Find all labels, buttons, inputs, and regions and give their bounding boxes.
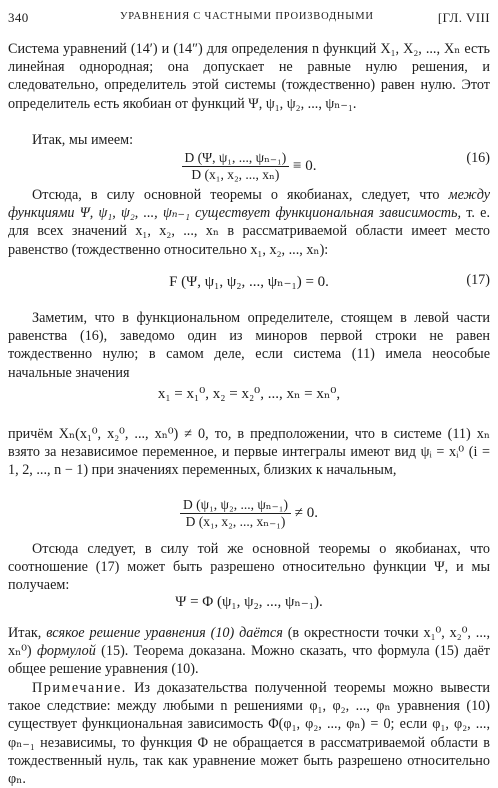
note-text: Из доказательства полученной теоремы можно вывести такое следствие: между любыми n решениями φ₁, φ₂, ..., φₙ уравнения (10) существует функциональная зависимость Φ(φ₁, φ₂, ..., φₙ) = 0; если φ₁, φ₂, ..., φₙ₋₁ независимы, то функция Φ не обращается в рассматриваемой области в тождественный нуль, так как уравнение может быть разрешено относительно φₙ. — [8, 680, 490, 788]
equation-jacobian-nonzero — [8, 487, 490, 527]
paragraph-remark-minors: Заметим, что в функциональном определителе, стоящем в левой части равенства (16), заведомо один из миноров первой строки не равен тождественно нулю; в самом деле, если система (11) имела неособые начальные значения — [8, 310, 490, 381]
chapter-label: [ГЛ. VIII — [437, 10, 490, 25]
paragraph-conclusion — [8, 624, 490, 679]
equation-17-number: (17) — [466, 272, 490, 288]
conclusion-emphasis-formula: формулой — [36, 643, 96, 660]
paragraph-dependence — [8, 186, 490, 259]
jacobian-nonzero-numerator: D (ψ₁, ψ₂, ..., ψₙ₋₁) — [180, 497, 291, 514]
note-label: Примечание. — [32, 680, 127, 696]
equation-17 — [8, 262, 490, 302]
paragraph-integrals: причём Xₙ(x₁⁰, x₂⁰, ..., xₙ⁰) ≠ 0, то, в предположении, что в системе (11) xₙ взято за независимое переменное, и первые интегралы имеют вид ψᵢ = xᵢ⁰ (i = 1, 2, ..., n − 1) при значениях переменных, близких к начальным, — [8, 426, 490, 479]
jacobian-nonzero-fraction — [180, 497, 291, 530]
conclusion-text-b: (в окрестности точки x₁⁰, x₂⁰, ..., xₙ⁰) — [8, 625, 490, 660]
jacobian-nonzero-rhs: ≠ 0. — [290, 504, 318, 521]
page-header — [8, 10, 490, 28]
conclusion-text-a: Итак, — [8, 625, 47, 641]
equation-initial-values — [8, 374, 490, 414]
paragraph-note — [8, 679, 490, 788]
book-page — [8, 0, 490, 788]
dependence-text-a: Отсюда, в силу основной теоремы о якобианах, следует, что — [32, 187, 449, 203]
equation-16-number: (16) — [466, 150, 490, 166]
running-title: УРАВНЕНИЯ С ЧАСТНЫМИ ПРОИЗВОДНЫМИ — [120, 11, 374, 22]
equation-16-rhs: ≡ 0. — [289, 157, 317, 174]
paragraph-solvable: Отсюда следует, в силу той же основной теоремы о якобианах, что соотношение (17) может быть разрешено относительно функции Ψ, и мы получаем: — [8, 541, 490, 594]
initial-values-body: x₁ = x₁⁰, x₂ = x₂⁰, ..., xₙ = xₙ⁰, — [157, 386, 341, 402]
paragraph-thus: Итак, мы имеем: — [32, 132, 134, 148]
equation-psi-phi — [8, 582, 490, 622]
conclusion-text-c: (15). Теорема доказана. Можно сказать, что формула (15) даёт общее решение уравнения (10). — [8, 643, 490, 678]
jacobian-denominator: D (x₁, x₂, ..., xₙ) — [191, 167, 280, 182]
paragraph-determinant: Система уравнений (14′) и (14″) для определения n функций X₁, X₂, ..., Xₙ есть линейная однородная; она допускает не равные нулю решения, и следовательно, определитель этой системы (тождественно) равен нулю. Этот определитель есть якобиан от функций Ψ, ψ₁, ψ₂, ..., ψₙ₋₁. — [8, 41, 490, 112]
equation-17-body: F (Ψ, ψ₁, ψ₂, ..., ψₙ₋₁) = 0. — [169, 274, 329, 290]
jacobian-nonzero-denominator: D (x₁, x₂, ..., xₙ₋₁) — [185, 514, 286, 529]
psi-phi-body: Ψ = Φ (ψ₁, ψ₂, ..., ψₙ₋₁). — [175, 594, 323, 610]
dependence-emphasis: между функциями Ψ, ψ₁, ψ₂, ..., ψₙ₋₁ существует функциональная зависимость, — [8, 187, 490, 222]
conclusion-emphasis: всякое решение уравнения (10) даётся — [46, 625, 283, 641]
jacobian-fraction — [182, 150, 290, 183]
jacobian-numerator: D (Ψ, ψ₁, ..., ψₙ₋₁) — [182, 150, 290, 167]
dependence-text-b: т. е. для всех значений x₁, x₂, ..., xₙ в рассматриваемой области имеет место равенство (тождественно относительно x₁, x₂, ..., xₙ): — [8, 205, 490, 258]
page-number: 340 — [8, 10, 29, 25]
equation-16 — [8, 140, 490, 180]
